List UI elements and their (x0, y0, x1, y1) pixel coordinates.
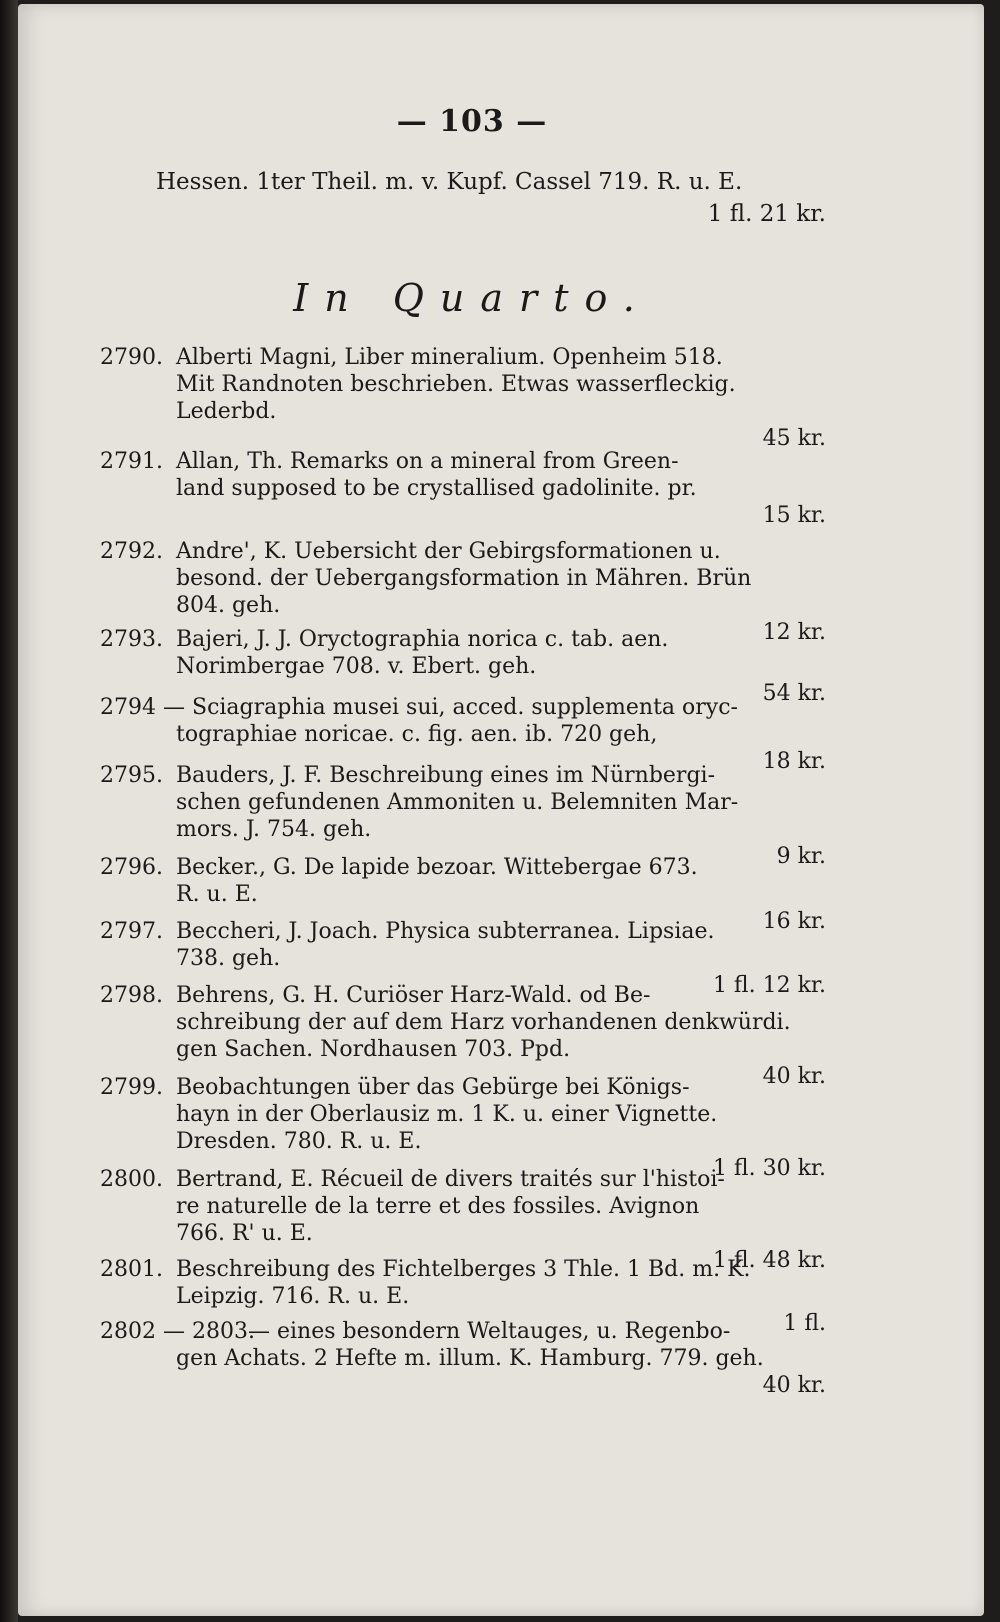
entry-number: 2794 — (100, 695, 185, 720)
entry-text (118, 344, 826, 452)
entry-line: land supposed to be crystallised gadolinite. pr. (176, 476, 697, 501)
book-page (18, 4, 984, 1616)
entry-price: 40 kr. (762, 1064, 826, 1089)
entry-price: 15 kr. (762, 503, 826, 528)
entry-line: Mit Randnoten beschrieben. Etwas wasserfleckig. (176, 372, 736, 397)
entry-price: 16 kr. (762, 909, 826, 934)
entry-line: Lederbd. (176, 399, 277, 424)
carryover-entry (156, 166, 826, 230)
entry-line: Sciagraphia musei sui, acced. supplementa oryc- (192, 695, 738, 720)
entry-number: 2801. (100, 1257, 163, 1282)
entry-price: 54 kr. (762, 681, 826, 706)
entry-line: Beschreibung des Fichtelberges 3 Thle. 1 Bd. m. K. (176, 1257, 751, 1282)
entry-line: mors. J. 754. geh. (176, 817, 372, 842)
entry-number: 2797. (100, 919, 163, 944)
entry-line: Bajeri, J. J. Oryctographia norica c. tab. aen. (176, 627, 669, 652)
entry-line: 766. R' u. E. (176, 1221, 313, 1246)
entry-number: 2793. (100, 627, 163, 652)
entry-price: 45 kr. (762, 426, 826, 451)
entry-price: 1 fl. 48 kr. (712, 1248, 826, 1273)
entry-line: gen Sachen. Nordhausen 703. Ppd. (176, 1037, 571, 1062)
entry-price: 1 fl. 12 kr. (712, 973, 826, 998)
entry-line: Andre', K. Uebersicht der Gebirgsformationen u. (176, 539, 721, 564)
entry-number: 2802 — 2803. (100, 1319, 255, 1344)
carryover-price: 1 fl. 21 kr. (707, 201, 826, 227)
entry-line: gen Achats. 2 Hefte m. illum. K. Hamburg. 779. geh. (176, 1346, 764, 1371)
entry-line: Norimbergae 708. v. Ebert. geh. (176, 654, 537, 679)
entry-number: 2799. (100, 1075, 163, 1100)
entry-line: Leipzig. 716. R. u. E. (176, 1284, 410, 1309)
section-title: In Quarto. (293, 276, 651, 320)
entry-line: besond. der Uebergangsformation in Mähren. Brün (176, 566, 752, 591)
carryover-line: Hessen. 1ter Theil. m. v. Kupf. Cassel 719. R. u. E. (156, 169, 743, 195)
entry-number: 2800. (100, 1167, 163, 1192)
entry-line: Bertrand, E. Récueil de divers traités sur l'histoi- (176, 1167, 725, 1192)
entry-number: 2796. (100, 855, 163, 880)
entry-price: 9 kr. (776, 844, 826, 869)
entry-line: Behrens, G. H. Curiöser Harz-Wald. od Be- (176, 983, 651, 1008)
entry-price: 1 fl. (783, 1311, 826, 1336)
entry-line: Bauders, J. F. Beschreibung eines im Nürnbergi- (176, 763, 715, 788)
entry-line: Beobachtungen über das Gebürge bei Königs- (176, 1075, 690, 1100)
entry-number: 2791. (100, 449, 163, 474)
entry-price: 12 kr. (762, 620, 826, 645)
entry-price: 40 kr. (762, 1373, 826, 1398)
catalog-entry (100, 1318, 826, 1399)
entry-number: 2798. (100, 983, 163, 1008)
entry-number: 2792. (100, 539, 163, 564)
entry-line: — eines besondern Weltauges, u. Regenbo- (248, 1319, 731, 1344)
entry-line: Beccheri, J. Joach. Physica subterranea. Lipsiae. (176, 919, 715, 944)
entry-line: tographiae noricae. c. fig. aen. ib. 720 geh, (176, 722, 658, 747)
entry-line: schreibung der auf dem Harz vorhandenen denkwürdi. (176, 1010, 791, 1035)
entry-price: 1 fl. 30 kr. (712, 1156, 826, 1181)
entry-number: 2795. (100, 763, 163, 788)
entry-line: Allan, Th. Remarks on a mineral from Green- (176, 449, 679, 474)
catalog-entry (100, 344, 826, 452)
entry-line: 738. geh. (176, 946, 281, 971)
entry-text (118, 448, 826, 529)
entry-line: schen gefundenen Ammoniten u. Belemniten Mar- (176, 790, 739, 815)
entry-line: hayn in der Oberlausiz m. 1 K. u. einer Vignette. (176, 1102, 718, 1127)
catalog-entry (100, 448, 826, 529)
entry-line: R. u. E. (176, 882, 258, 907)
page-number: — 103 — (396, 104, 548, 139)
entry-line: Alberti Magni, Liber mineralium. Openheim 518. (176, 345, 723, 370)
entry-price: 18 kr. (762, 749, 826, 774)
book-binding-edge (0, 0, 18, 1622)
entry-line: re naturelle de la terre et des fossiles. Avignon (176, 1194, 700, 1219)
entry-line: Dresden. 780. R. u. E. (176, 1129, 422, 1154)
entry-number: 2790. (100, 345, 163, 370)
entry-line: 804. geh. (176, 593, 281, 618)
entry-line: Becker., G. De lapide bezoar. Wittebergae 673. (176, 855, 698, 880)
